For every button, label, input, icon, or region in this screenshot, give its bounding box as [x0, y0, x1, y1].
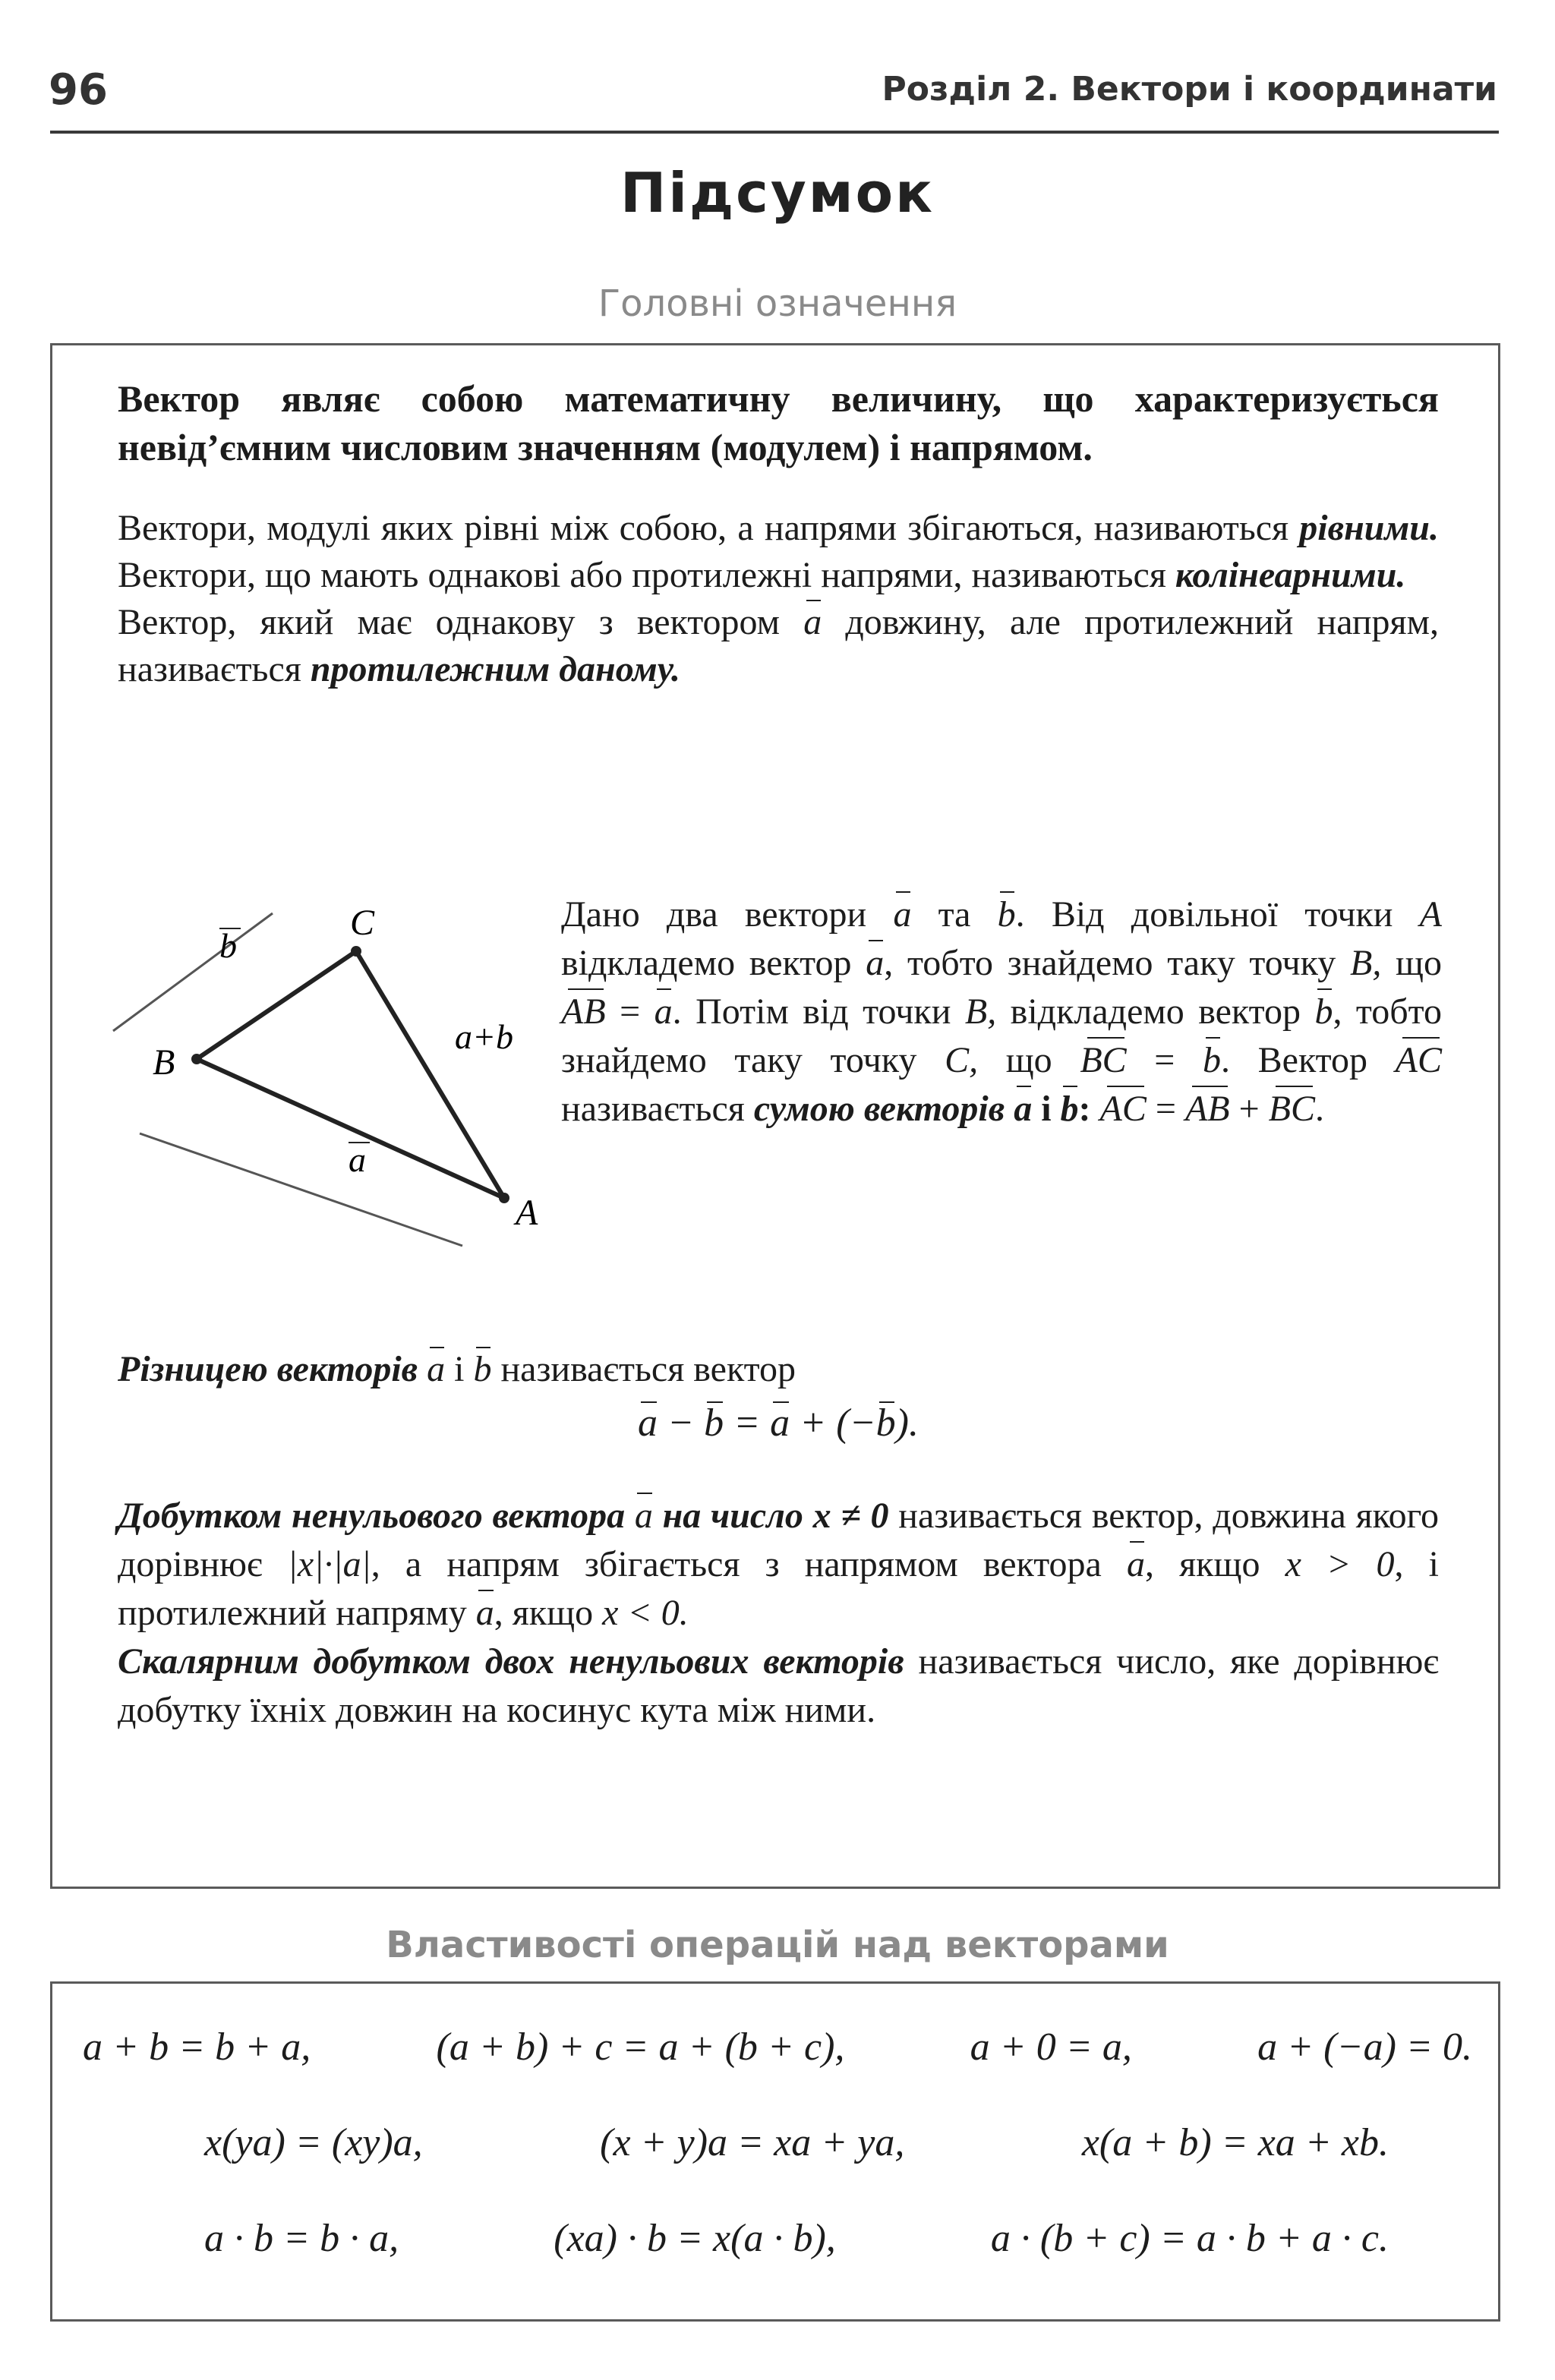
definitions-box	[50, 343, 1500, 1889]
properties-row-3	[204, 2216, 1389, 2261]
section-heading-definitions: Головні означення	[598, 282, 957, 325]
properties-box	[50, 1981, 1500, 2322]
label-vector-a: a	[349, 1140, 366, 1179]
point-b	[191, 1054, 202, 1064]
property-commutative: a + b = b + a,	[83, 2025, 311, 2069]
properties-row-1	[83, 2025, 1472, 2069]
point-a	[499, 1193, 509, 1203]
page-number: 96	[49, 65, 108, 115]
vector-definition: Вектор являє собою математичну величину, що характеризується невід’ємним числовим значенням (модулем) і напрямом.	[118, 377, 1439, 468]
vector-sum-paragraph: Дано два вектори a та b. Від довільної точки A відкладемо вектор a, тобто знайдемо таку точку B, що AB = a. Потім від точки B, відкладемо вектор b, тобто знайдемо таку точку C, що BC = b. Вектор AC називається сумою векторів a і b: AC = AB + BC.	[561, 891, 1442, 1133]
difference-paragraph: Різницею векторів a і b називається вектор a − b = a + (−b).	[118, 1346, 1439, 1445]
label-c: C	[350, 903, 375, 943]
property-dot-commutative: a · b = b · a,	[204, 2217, 399, 2260]
point-c	[351, 946, 361, 957]
scalar-multiplication-paragraph: Добутком ненульового вектора a на число x ≠ 0 називається вектор, довжина якого дорівнює |x|·|a|, а напрям збігається з напрямом вектора a, якщо x > 0, і протилежний напряму a, якщо x < 0. Скалярним добутком двох ненульових векторів називається число, яке дорівнює добутку їхніх довжин на косинус кута між ними.	[118, 1492, 1439, 1735]
property-dot-distributive: a · (b + c) = a · b + a · c.	[990, 2217, 1389, 2260]
properties-row-2	[204, 2120, 1389, 2165]
vector-bc-line	[197, 951, 356, 1059]
label-b: B	[153, 1042, 175, 1083]
vector-ac-line	[356, 951, 504, 1198]
property-scalar-dist-2: x(a + b) = xa + xb.	[1081, 2121, 1389, 2164]
header-rule	[50, 131, 1499, 134]
equal-vectors-paragraph: Вектори, модулі яких рівні між собою, а напрями збігаються, називаються рівними. Вектори, що мають однакові або протилежні напрями, називаються колінеарними.	[118, 508, 1439, 595]
vector-sum-diagram	[106, 898, 591, 1278]
property-dot-scalar: (xa) · b = x(a · b),	[554, 2217, 836, 2260]
page-title: Підсумок	[620, 161, 935, 225]
running-title: Розділ 2. Вектори і координати	[882, 70, 1497, 109]
property-scalar-assoc: x(ya) = (xy)a,	[204, 2121, 423, 2164]
property-zero: a + 0 = a,	[970, 2025, 1132, 2069]
label-vector-sum: a+b	[455, 1017, 514, 1056]
opposite-vector-paragraph: Вектор, який має однакову з вектором a довжину, але протилежний напрям, називається протилежним даному.	[118, 599, 1439, 693]
parallel-b-line	[113, 913, 273, 1031]
label-a: A	[516, 1193, 538, 1233]
section-heading-properties: Властивості операцій над векторами	[386, 1924, 1169, 1966]
property-opposite: a + (−a) = 0.	[1257, 2025, 1472, 2069]
parallel-a-line	[140, 1133, 462, 1246]
property-scalar-dist-1: (x + y)a = xa + ya,	[600, 2121, 905, 2164]
property-associative: (a + b) + c = a + (b + c),	[436, 2025, 845, 2069]
label-vector-b: b	[219, 926, 237, 965]
difference-formula: a − b = a + (−b).	[637, 1401, 919, 1445]
